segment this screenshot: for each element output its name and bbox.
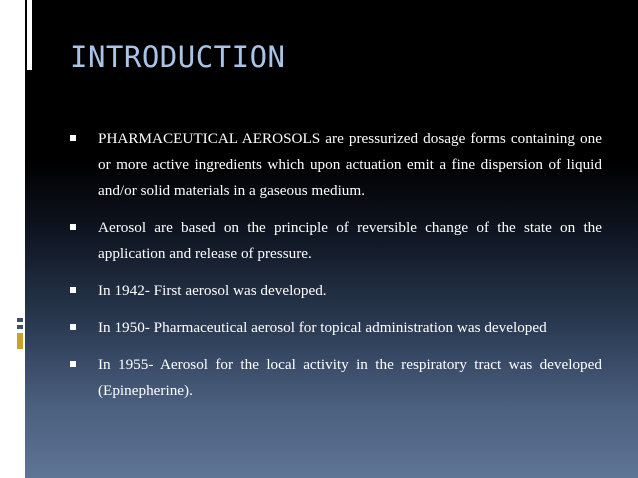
bullet-item — [70, 352, 602, 404]
bullet-item — [70, 278, 602, 304]
slide-title: INTRODUCTION — [70, 40, 286, 74]
square-bullet-icon — [70, 287, 76, 293]
left-margin-strip — [0, 0, 25, 478]
deco-block — [17, 318, 23, 322]
bullet-list — [70, 126, 602, 415]
deco-block — [17, 49, 23, 70]
bullet-text: In 1950- Pharmaceutical aerosol for topical administration was developed — [98, 319, 547, 336]
deco-block — [27, 0, 32, 70]
bullet-item — [70, 315, 602, 341]
deco-block — [17, 5, 23, 41]
bullet-text: In 1942- First aerosol was developed. — [98, 282, 327, 299]
square-bullet-icon — [70, 135, 76, 141]
accent-bar — [17, 333, 23, 349]
bullet-item — [70, 215, 602, 267]
square-bullet-icon — [70, 361, 76, 367]
bullet-text: In 1955- Aerosol for the local activity in the respiratory tract was developed (Epinepherine). — [98, 356, 602, 399]
square-bullet-icon — [70, 224, 76, 230]
square-bullet-icon — [70, 324, 76, 330]
bullet-text: PHARMACEUTICAL AEROSOLS are pressurized dosage forms containing one or more active ingredients which upon actuation emit a fine dispersion of liquid and/or solid materials in a gaseous medium. — [98, 130, 602, 199]
deco-block — [17, 325, 23, 329]
bullet-text: Aerosol are based on the principle of reversible change of the state on the application and release of pressure. — [98, 219, 602, 262]
bullet-item — [70, 126, 602, 204]
